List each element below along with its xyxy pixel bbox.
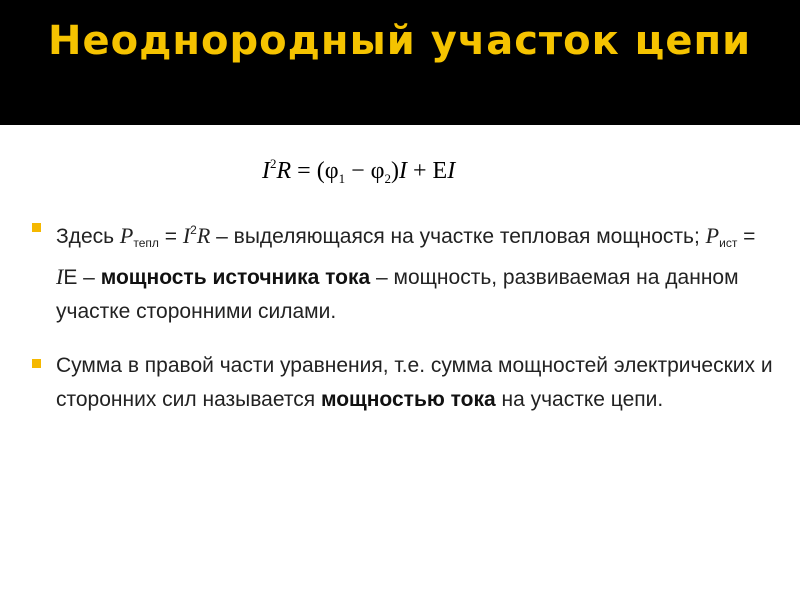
square-bullet-icon [32, 223, 41, 232]
bullet-item [32, 213, 782, 329]
power-subscript: тепл [133, 236, 159, 250]
formula-equals: = ( [291, 158, 325, 184]
slide-title: Неоднородный участок цепи [48, 18, 752, 64]
formula-resistance: R [276, 158, 292, 184]
formula-phi2: φ [370, 158, 385, 184]
formula-phi1: φ [324, 158, 339, 184]
text-span: – выделяющаяся на участке тепловая мощность; [210, 225, 706, 248]
formula-current: I [262, 158, 270, 184]
text-span: на участке цепи. [495, 388, 664, 411]
text-span: = [158, 225, 183, 248]
formula-exponent: 2 [270, 156, 277, 171]
bold-term: мощностью тока [320, 388, 496, 411]
formula-minus: − [345, 158, 371, 184]
title-bar [0, 0, 800, 125]
current-symbol: I [56, 264, 64, 289]
text-span: – [77, 266, 101, 289]
power-symbol: P [705, 223, 720, 248]
bullet-text [56, 349, 782, 417]
formula [262, 156, 455, 187]
text-span: Сумма в правой части уравнения, т.е. сумма мощностей электрических и сторонних сил называется [56, 354, 773, 411]
formula-plus: + [406, 158, 433, 184]
power-symbol: P [119, 223, 134, 248]
bold-term: мощность источника тока [100, 266, 371, 289]
text-span: Здесь [56, 225, 120, 248]
formula-emf: Ε [432, 158, 448, 184]
bullet-list [32, 213, 782, 437]
power-subscript: ист [719, 236, 738, 250]
bullet-text [56, 213, 782, 329]
formula-phi1-index: 1 [338, 171, 346, 186]
formula-close-paren: ) [390, 158, 399, 184]
exponent: 2 [190, 223, 197, 237]
emf-symbol: Ε [63, 266, 78, 289]
formula-current-2: I [398, 158, 407, 184]
resistance-symbol: R [196, 223, 211, 248]
current-symbol: I [182, 223, 191, 248]
square-bullet-icon [32, 359, 41, 368]
formula-phi2-index: 2 [384, 171, 391, 186]
text-span: = [737, 225, 756, 248]
bullet-item [32, 349, 782, 417]
formula-current-3: I [447, 158, 456, 184]
text-span: – мощность, развиваемая на данном участке сторонними силами. [56, 266, 739, 323]
